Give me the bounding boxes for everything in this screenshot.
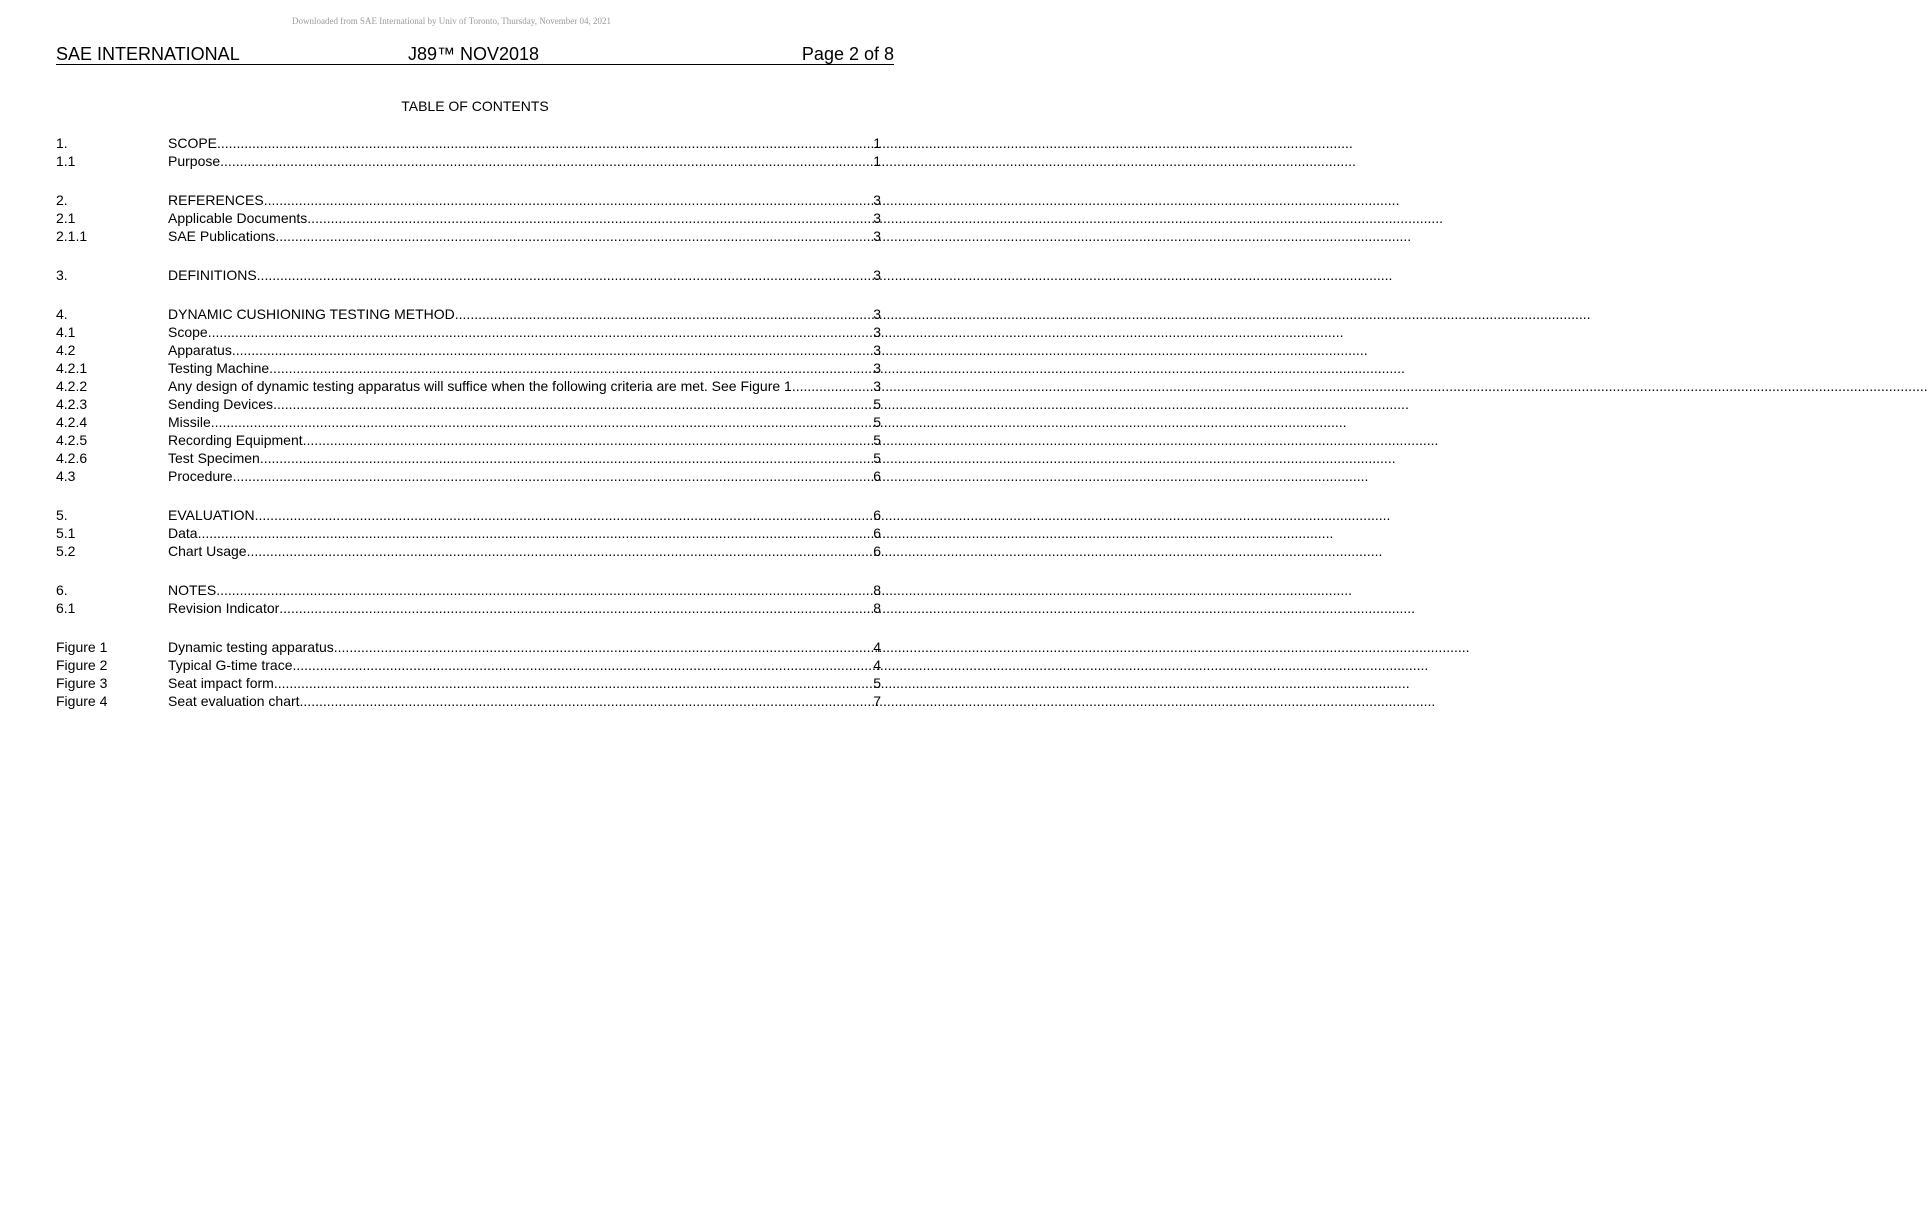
toc-entry-number: Figure 3 xyxy=(56,675,108,691)
toc-entry[interactable] xyxy=(56,395,881,413)
toc-leader-dots xyxy=(303,431,874,449)
toc-entry-page: 6 xyxy=(873,543,881,559)
header-doc-id: J89™ NOV2018 xyxy=(408,44,540,64)
toc-entry-label: DYNAMIC CUSHIONING TESTING METHOD xyxy=(168,306,455,322)
toc-leader-dots xyxy=(260,449,873,467)
toc-entry-label: Sending Devices xyxy=(168,396,274,412)
toc-entry[interactable] xyxy=(56,377,881,395)
toc-entry[interactable] xyxy=(56,413,881,431)
toc-entry-page: 4 xyxy=(873,639,881,655)
toc-entry-label: Dynamic testing apparatus xyxy=(168,639,334,655)
toc-entry-page: 4 xyxy=(873,657,881,673)
toc-leader-dots xyxy=(792,377,873,395)
toc-entry[interactable] xyxy=(56,359,881,377)
page-header xyxy=(56,44,894,65)
toc-leader-dots xyxy=(198,524,874,542)
toc-leader-dots xyxy=(220,152,873,170)
toc-leader-dots xyxy=(247,542,874,560)
toc-entry-label: Seat evaluation chart xyxy=(168,693,300,709)
toc-entry-page: 3 xyxy=(873,342,881,358)
download-watermark: Downloaded from SAE International by Univ of Toronto, Thursday, November 04, 2021 xyxy=(292,16,611,26)
toc-entry[interactable] xyxy=(56,524,881,542)
toc-entry-number: Figure 1 xyxy=(56,639,108,655)
toc-entry-number: 5.2 xyxy=(56,543,76,559)
toc-entry[interactable] xyxy=(56,305,881,323)
toc-entry-number: 4. xyxy=(56,306,68,322)
toc-leader-dots xyxy=(264,191,874,209)
toc-entry[interactable] xyxy=(56,431,881,449)
toc-entry-label: Apparatus xyxy=(168,342,232,358)
toc-entry-label: Testing Machine xyxy=(168,360,270,376)
toc-entry[interactable] xyxy=(56,656,881,674)
toc-entry[interactable] xyxy=(56,638,881,656)
toc-entry-page: 3 xyxy=(873,378,881,394)
toc-entry-page: 3 xyxy=(873,210,881,226)
toc-entry[interactable] xyxy=(56,599,881,617)
toc-entry-label: Data xyxy=(168,525,198,541)
toc-group xyxy=(56,305,881,485)
toc-entry-label: Test Specimen xyxy=(168,450,260,466)
toc-group xyxy=(56,266,881,284)
toc-entry[interactable] xyxy=(56,692,881,710)
toc-entry-number: 4.1 xyxy=(56,324,76,340)
toc-entry-page: 1 xyxy=(873,135,881,151)
toc-entry[interactable] xyxy=(56,266,881,284)
toc-leader-dots xyxy=(292,656,873,674)
toc-leader-dots xyxy=(455,305,873,323)
toc-entry-label: Typical G-time trace xyxy=(168,657,293,673)
toc-entry[interactable] xyxy=(56,449,881,467)
toc-entry-label: SAE Publications xyxy=(168,228,276,244)
toc-leader-dots xyxy=(269,359,873,377)
toc-entry-number: 1. xyxy=(56,135,68,151)
toc-entry-page: 3 xyxy=(873,228,881,244)
toc-entry[interactable] xyxy=(56,323,881,341)
toc-entry-page: 1 xyxy=(873,153,881,169)
toc-entry-number: 4.2.1 xyxy=(56,360,88,376)
toc-entry-number: 2. xyxy=(56,192,68,208)
toc-entry-label: EVALUATION xyxy=(168,507,255,523)
toc-entry-label: Revision Indicator xyxy=(168,600,280,616)
toc-leader-dots xyxy=(273,395,873,413)
toc-entry-number: 4.2.2 xyxy=(56,378,88,394)
toc-entry[interactable] xyxy=(56,542,881,560)
toc-entry[interactable] xyxy=(56,581,881,599)
toc-entry-label: Seat impact form xyxy=(168,675,274,691)
toc-group xyxy=(56,581,881,617)
toc-entry-page: 3 xyxy=(873,306,881,322)
toc-entry-label: Any design of dynamic testing apparatus will suffice when the following criteria are met. See Figure 1 xyxy=(168,378,792,394)
toc-entry[interactable] xyxy=(56,191,881,209)
toc-entry-page: 6 xyxy=(873,468,881,484)
header-org: SAE INTERNATIONAL xyxy=(56,44,240,64)
toc-entry[interactable] xyxy=(56,227,881,245)
toc-leader-dots xyxy=(300,692,874,710)
toc-leader-dots xyxy=(279,599,873,617)
header-page-number: Page 2 of 8 xyxy=(801,44,894,64)
toc-entry-number: Figure 2 xyxy=(56,657,108,673)
toc-entry-page: 3 xyxy=(873,324,881,340)
toc-entry-page: 8 xyxy=(873,600,881,616)
toc-entry-page: 3 xyxy=(873,360,881,376)
toc-entry-label: Scope xyxy=(168,324,208,340)
toc-leader-dots xyxy=(274,674,873,692)
toc-entry-label: NOTES xyxy=(168,582,217,598)
toc-entry[interactable] xyxy=(56,506,881,524)
toc-entry-page: 5 xyxy=(873,432,881,448)
toc-entry-label: REFERENCES xyxy=(168,192,264,208)
toc-leader-dots xyxy=(211,413,873,431)
toc-entry[interactable] xyxy=(56,341,881,359)
toc-entry-label: DEFINITIONS xyxy=(168,267,257,283)
toc-entry[interactable] xyxy=(56,134,881,152)
toc-entry-label: Applicable Documents xyxy=(168,210,308,226)
toc-entry-number: 2.1 xyxy=(56,210,76,226)
toc-leader-dots xyxy=(208,323,874,341)
toc-leader-dots xyxy=(232,341,873,359)
toc-leader-dots xyxy=(255,506,874,524)
toc-group xyxy=(56,191,881,245)
toc-group xyxy=(56,134,881,170)
toc-entry[interactable] xyxy=(56,209,881,227)
toc-entry-page: 5 xyxy=(873,450,881,466)
toc-entry-number: 6. xyxy=(56,582,68,598)
toc-entry-number: 2.1.1 xyxy=(56,228,88,244)
toc-leader-dots xyxy=(334,638,873,656)
toc-entry-number: 4.2 xyxy=(56,342,76,358)
toc-entry-number: 3. xyxy=(56,267,68,283)
toc-entry-number: 1.1 xyxy=(56,153,76,169)
toc-leader-dots xyxy=(217,134,873,152)
toc-group xyxy=(56,638,881,710)
table-of-contents xyxy=(56,134,881,731)
toc-entry-number: 5. xyxy=(56,507,68,523)
toc-entry-page: 5 xyxy=(873,396,881,412)
toc-entry[interactable] xyxy=(56,467,881,485)
toc-entry-number: 4.2.3 xyxy=(56,396,88,412)
toc-entry-label: Chart Usage xyxy=(168,543,247,559)
toc-leader-dots xyxy=(216,581,873,599)
toc-leader-dots xyxy=(307,209,873,227)
toc-entry-page: 6 xyxy=(873,525,881,541)
toc-entry-number: 4.2.5 xyxy=(56,432,88,448)
toc-entry-label: Procedure xyxy=(168,468,233,484)
toc-entry-page: 8 xyxy=(873,582,881,598)
toc-entry-page: 7 xyxy=(873,693,881,709)
toc-entry[interactable] xyxy=(56,152,881,170)
toc-entry-number: 5.1 xyxy=(56,525,76,541)
toc-group xyxy=(56,506,881,560)
toc-entry-number: 4.2.4 xyxy=(56,414,88,430)
toc-entry-page: 5 xyxy=(873,414,881,430)
toc-title: TABLE OF CONTENTS xyxy=(401,98,549,114)
toc-entry-label: Purpose xyxy=(168,153,221,169)
toc-entry-label: Missile xyxy=(168,414,211,430)
toc-entry-number: Figure 4 xyxy=(56,693,108,709)
toc-entry-label: SCOPE xyxy=(168,135,218,151)
toc-entry[interactable] xyxy=(56,674,881,692)
toc-entry-page: 3 xyxy=(873,267,881,283)
toc-entry-page: 6 xyxy=(873,507,881,523)
toc-entry-number: 6.1 xyxy=(56,600,76,616)
toc-entry-number: 4.2.6 xyxy=(56,450,88,466)
toc-leader-dots xyxy=(275,227,873,245)
toc-leader-dots xyxy=(233,467,874,485)
toc-entry-page: 3 xyxy=(873,192,881,208)
toc-entry-number: 4.3 xyxy=(56,468,76,484)
toc-leader-dots xyxy=(257,266,874,284)
toc-entry-page: 5 xyxy=(873,675,881,691)
toc-entry-label: Recording Equipment xyxy=(168,432,303,448)
